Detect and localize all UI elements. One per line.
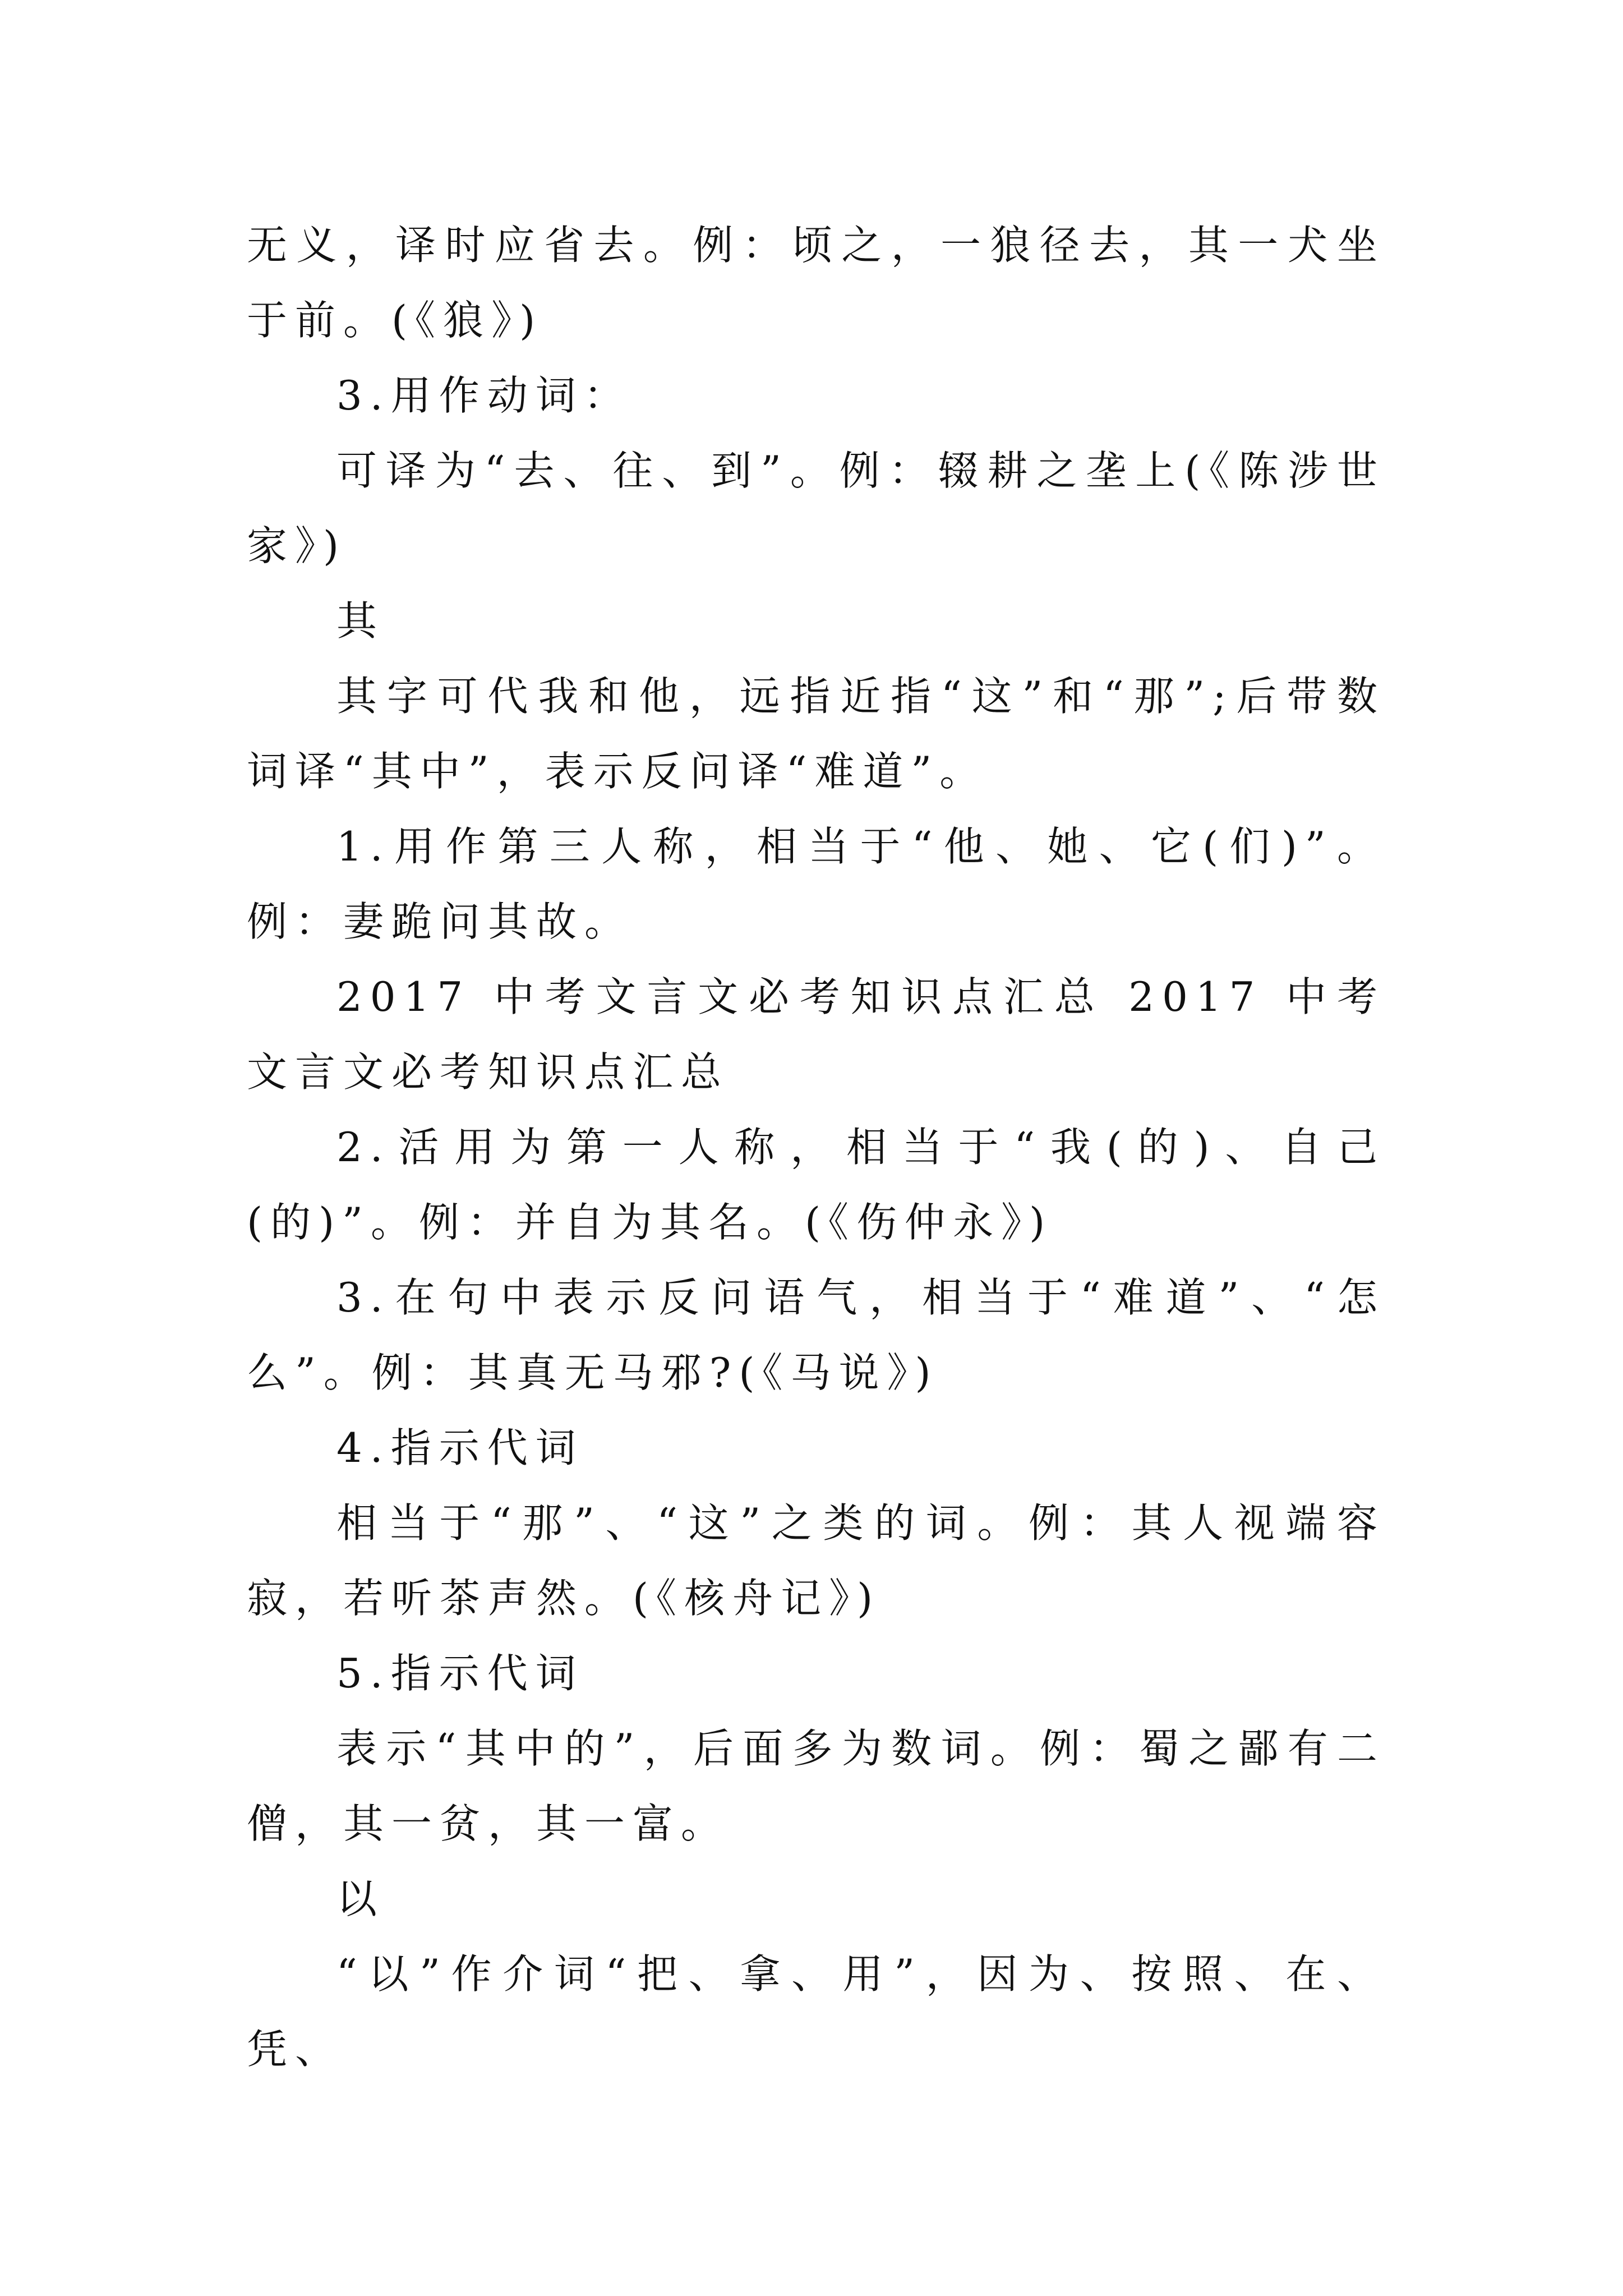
paragraph-item-verb: 3.用作动词： [336,372,632,419]
paragraph-qi-item-5-title: 5.指示代词 [336,1650,584,1697]
paragraph-qi-item-4-body: 相当于“那”、“这”之类的词。例：其人视端容寂，若听茶声然。(《核舟记》) [247,1499,1385,1622]
paragraph-document-title: 2017 中考文言文必考知识点汇总 2017 中考文言文必考知识点汇总 [247,973,1385,1096]
heading-yi: 以 [336,1875,385,1922]
paragraph-qi-item-2: 2.活用为第一人称，相当于“我(的)、自己(的)”。例：并自为其名。(《伤仲永》) [247,1124,1385,1246]
paragraph-continuation: 无义，译时应省去。例：顷之，一狼径去，其一犬坐于前。(《狼》) [247,222,1385,344]
paragraph-qi-item-1: 1.用作第三人称，相当于“他、她、它(们)”。例：妻跪问其故。 [247,823,1385,945]
document-body [247,208,1385,2087]
paragraph-qi-item-5-body: 表示“其中的”，后面多为数词。例：蜀之鄙有二僧，其一贫，其一富。 [247,1725,1385,1847]
heading-qi: 其 [336,597,385,645]
paragraph-yi-summary: “以”作介词“把、拿、用”，因为、按照、在、凭、 [247,1950,1385,2073]
paragraph-qi-item-4-title: 4.指示代词 [336,1424,584,1471]
paragraph-qi-summary: 其字可代我和他，远指近指“这”和“那”;后带数词译“其中”，表示反问译“难道”。 [247,673,1385,795]
paragraph-verb-translation: 可译为“去、往、到”。例：辍耕之垄上(《陈涉世家》) [247,447,1385,569]
paragraph-qi-item-3: 3.在句中表示反问语气，相当于“难道”、“怎么”。例：其真无马邪?(《马说》) [247,1274,1385,1396]
